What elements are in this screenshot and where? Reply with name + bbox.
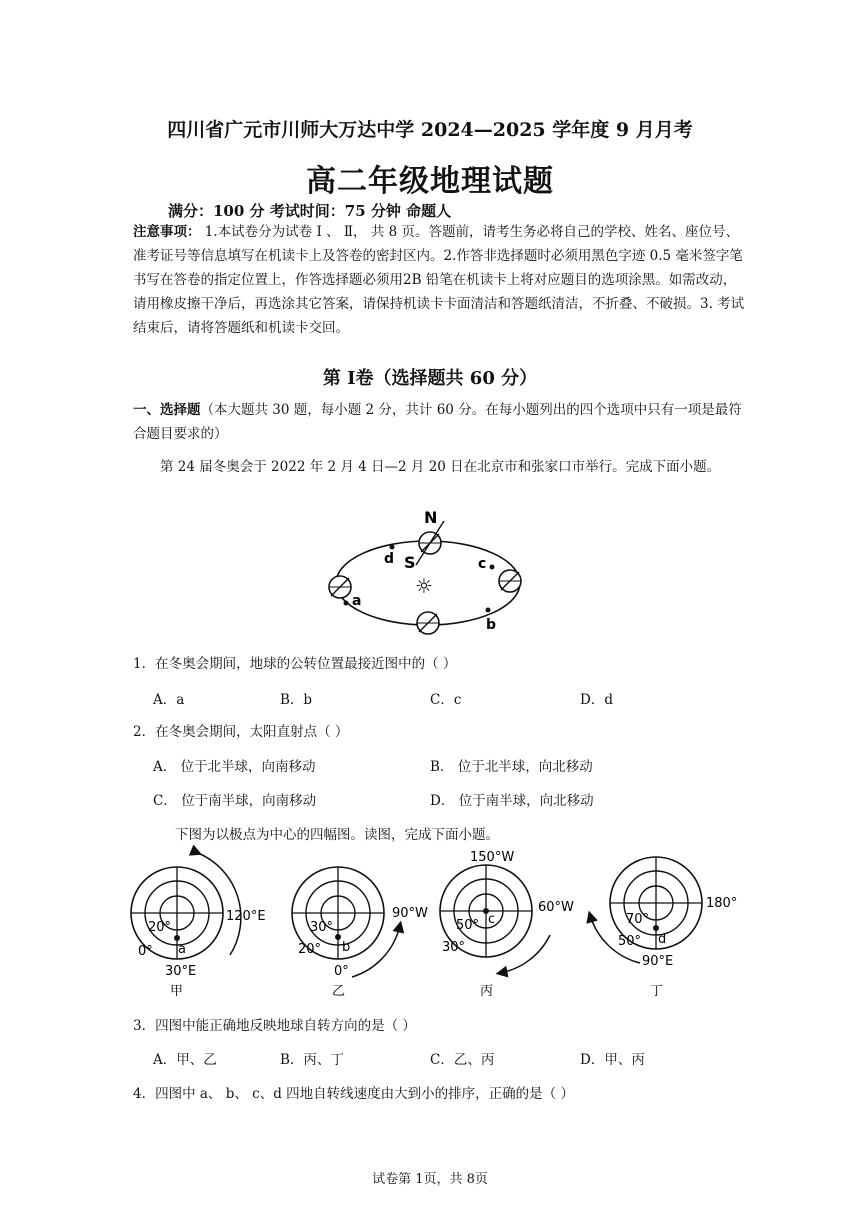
polar-jia (131, 853, 266, 999)
q1-option-d: D．d (580, 692, 613, 708)
label-N: N (424, 508, 438, 527)
yi-lab1: 90°W (392, 906, 428, 921)
jia-point: a (178, 942, 186, 957)
exam-title: 四川省广元市川师大万达中学 2024—2025 学年度 9 月月考 (167, 119, 693, 141)
point-d (390, 545, 395, 550)
question-1: 1．在冬奥会期间，地球的公转位置最接近图中的（ ） (133, 656, 457, 672)
part-label: 一、选择题 (133, 402, 201, 418)
bing-lab4: 30° (442, 940, 466, 955)
bing-point: c (488, 912, 496, 927)
ding-name: 丁 (650, 984, 664, 999)
intro-olympics: 第 24 届冬奥会于 2022 年 2 月 4 日—2 月 20 日在北京市和张家口市举行。完成下面小题。 (160, 459, 721, 475)
exam-meta: 满分：100 分 考试时间：75 分钟 命题人 (168, 202, 452, 220)
bing-name: 丙 (480, 984, 494, 999)
sun-icon: ☼ (415, 574, 433, 598)
page-footer: 试卷第 1页，共 8页 (372, 1172, 488, 1187)
polar-yi (292, 867, 428, 999)
label-c: c (478, 556, 487, 572)
ding-lab2: 70° (626, 912, 650, 927)
point-a (344, 601, 349, 606)
point-c (490, 565, 495, 570)
jia-lab4: 30°E (165, 964, 197, 979)
intro-polar: 下图为以极点为中心的四幅图。读图，完成下面小题。 (175, 827, 499, 843)
notice-label: 注意事项： (133, 224, 201, 240)
q1-option-c: C．c (430, 692, 462, 708)
earth-bottom (417, 612, 439, 634)
notice-block (133, 220, 745, 340)
q3-option-a: A．甲、乙 (153, 1052, 217, 1068)
bing-lab1: 150°W (470, 850, 515, 865)
bing-lab2: 60°W (538, 900, 574, 915)
q2-option-a: A． 位于北半球，向南移动 (153, 759, 316, 775)
point-b (486, 608, 491, 613)
label-a: a (352, 593, 362, 609)
q2-option-c: C． 位于南半球，向南移动 (153, 793, 317, 809)
exam-subtitle: 高二年级地理试题 (306, 164, 554, 199)
yi-lab4: 0° (334, 964, 349, 979)
q1-option-b: B．b (280, 692, 313, 708)
yi-name: 乙 (332, 984, 346, 999)
jia-name: 甲 (170, 984, 184, 999)
polar-diagrams (120, 845, 760, 1000)
earth-left (329, 576, 351, 598)
earth-top (416, 521, 444, 565)
bing-lab3: 50° (456, 918, 480, 933)
ding-lab3: 50° (618, 934, 642, 949)
question-2: 2．在冬奥会期间，太阳直射点（ ） (133, 724, 349, 740)
ding-point: d (658, 932, 667, 947)
q3-option-d: D．甲、丙 (580, 1052, 645, 1068)
q1-option-a: A．a (153, 692, 185, 708)
ding-lab1: 180° (706, 896, 738, 911)
q3-option-b: B．丙、丁 (280, 1052, 344, 1068)
jia-lab3: 0° (138, 944, 153, 959)
q2-option-d: D． 位于南半球，向北移动 (430, 793, 594, 809)
q2-option-b: B． 位于北半球，向北移动 (430, 759, 593, 775)
part-heading (133, 398, 745, 446)
section-title: 第 Ⅰ卷（选择题共 60 分） (322, 368, 538, 389)
q3-option-c: C．乙、丙 (430, 1052, 495, 1068)
yi-lab3: 20° (298, 942, 322, 957)
yi-lab2: 30° (310, 920, 334, 935)
notice-text: 1.本试卷分为试卷 Ⅰ 、 Ⅱ， 共 8 页。答题前，请考生务必将自己的学校、姓名、座位号、准考证号等信息填写在机读卡上及答卷的密封区内。2.作答非选择题时必须用黑色字迹 0.5 毫米签字笔书写在答卷的指定位置上，作答选择题必须用2B 铅笔在机读卡上将对应题目的选项涂黑。如需改动，请用橡皮擦干净后，再选涂其它答案，请保持机读卡卡面清洁和答题纸清洁，不折叠、不破损。3. 考试结束后，请将答题纸和机读卡交回。 (133, 224, 745, 336)
part-text: （本大题共 30 题，每小题 2 分，共计 60 分。在每小题列出的四个选项中只有一项是最符合题目要求的） (133, 402, 742, 442)
jia-lab2: 20° (148, 920, 172, 935)
orbit-diagram (310, 505, 550, 645)
polar-ding (590, 857, 737, 999)
polar-bing (440, 850, 574, 999)
earth-right (499, 570, 521, 592)
ding-lab4: 90°E (642, 954, 674, 969)
question-3: 3．四图中能正确地反映地球自转方向的是（ ） (133, 1018, 416, 1034)
label-d: d (384, 551, 395, 567)
label-b: b (486, 617, 497, 633)
yi-point: b (342, 940, 351, 955)
label-S: S (404, 553, 416, 572)
jia-lab1: 120°E (226, 909, 266, 924)
question-4: 4．四图中 a、 b、 c、d 四地自转线速度由大到小的排序，正确的是（ ） (133, 1086, 574, 1102)
